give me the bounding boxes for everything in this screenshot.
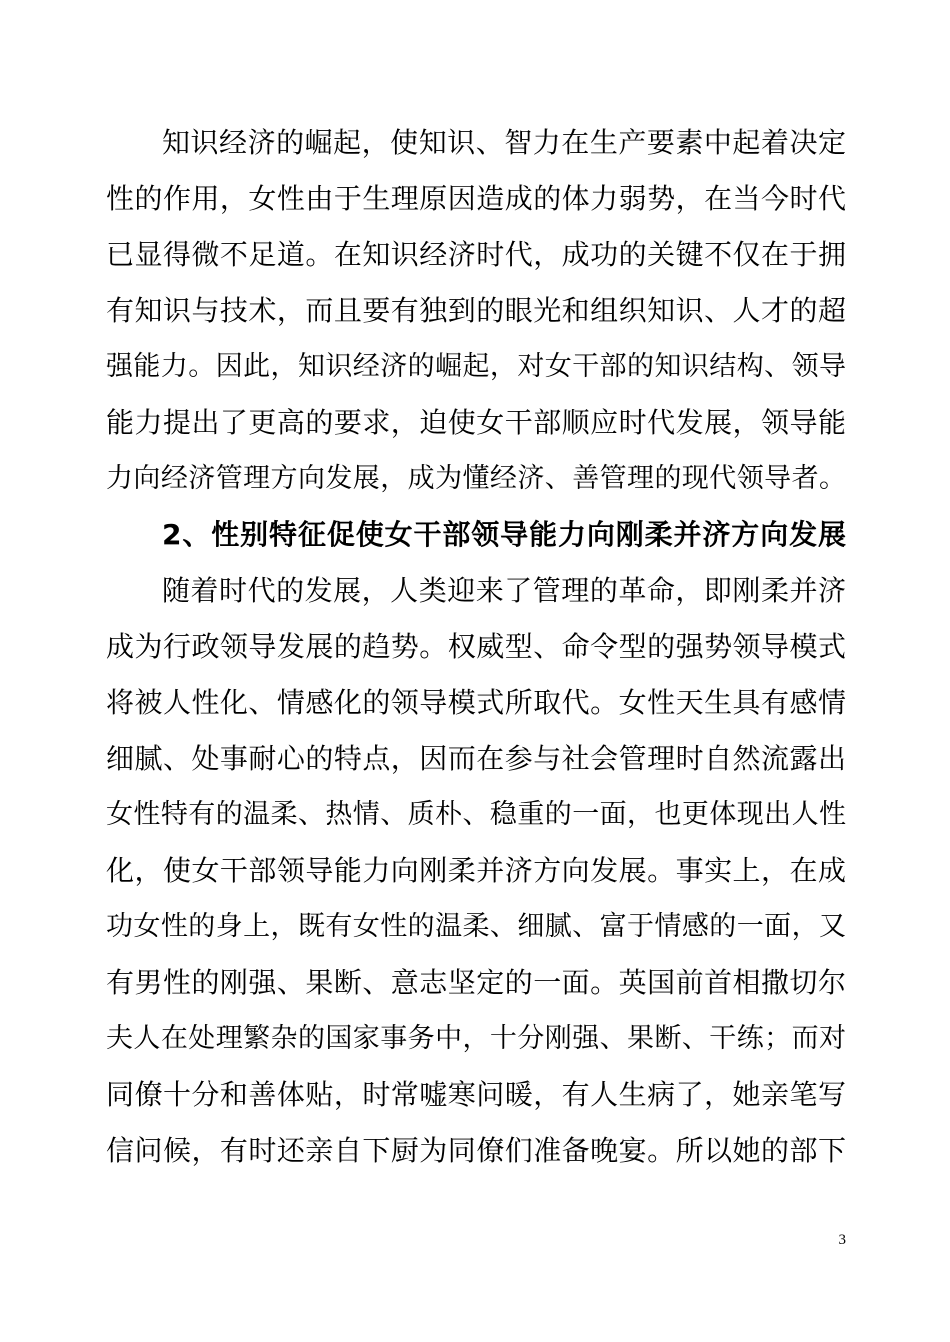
paragraph-1-line-6: 能力提出了更高的要求，迫使女干部顺应时代发展，领导能 <box>106 406 846 439</box>
paragraph-2-line-2: 成为行政领导发展的趋势。权威型、命令型的强势领导模式 <box>106 630 846 663</box>
paragraph-2-line-7: 功女性的身上，既有女性的温柔、细腻、富于情感的一面，又 <box>106 911 846 942</box>
paragraph-1-line-3: 已显得微不足道。在知识经济时代，成功的关键不仅在于拥 <box>106 238 846 271</box>
paragraph-2-line-11: 信问候，有时还亲自下厨为同僚们准备晚宴。所以她的部下 <box>106 1134 846 1167</box>
paragraph-2-line-9: 夫人在处理繁杂的国家事务中，十分刚强、果断、干练；而对 <box>106 1023 846 1054</box>
paragraph-2-line-8: 有男性的刚强、果断、意志坚定的一面。英国前首相撒切尔 <box>106 966 846 999</box>
paragraph-2-line-6: 化，使女干部领导能力向刚柔并济方向发展。事实上，在成 <box>106 854 846 887</box>
paragraph-1-line-4: 有知识与技术，而且要有独到的眼光和组织知识、人才的超 <box>106 294 846 327</box>
paragraph-2-line-3: 将被人性化、情感化的领导模式所取代。女性天生具有感情 <box>106 686 846 719</box>
paragraph-1-line-7: 力向经济管理方向发展，成为懂经济、善管理的现代领导者。 <box>106 463 846 494</box>
paragraph-2-line-1: 随着时代的发展，人类迎来了管理的革命，即刚柔并济 <box>162 574 846 607</box>
page-number: 3 <box>838 1232 846 1248</box>
paragraph-2-line-5: 女性特有的温柔、热情、质朴、稳重的一面，也更体现出人性 <box>106 799 846 830</box>
paragraph-1-line-1: 知识经济的崛起，使知识、智力在生产要素中起着决定 <box>162 126 846 159</box>
paragraph-2-line-10: 同僚十分和善体贴，时常嘘寒问暖，有人生病了，她亲笔写 <box>106 1078 846 1111</box>
paragraph-2-line-4: 细腻、处事耐心的特点，因而在参与社会管理时自然流露出 <box>106 742 846 775</box>
paragraph-1-line-5: 强能力。因此，知识经济的崛起，对女干部的知识结构、领导 <box>106 351 846 382</box>
paragraph-1-line-2: 性的作用，女性由于生理原因造成的体力弱势，在当今时代 <box>106 182 846 215</box>
section-heading: 2、性别特征促使女干部领导能力向刚柔并济方向发展 <box>162 518 846 551</box>
